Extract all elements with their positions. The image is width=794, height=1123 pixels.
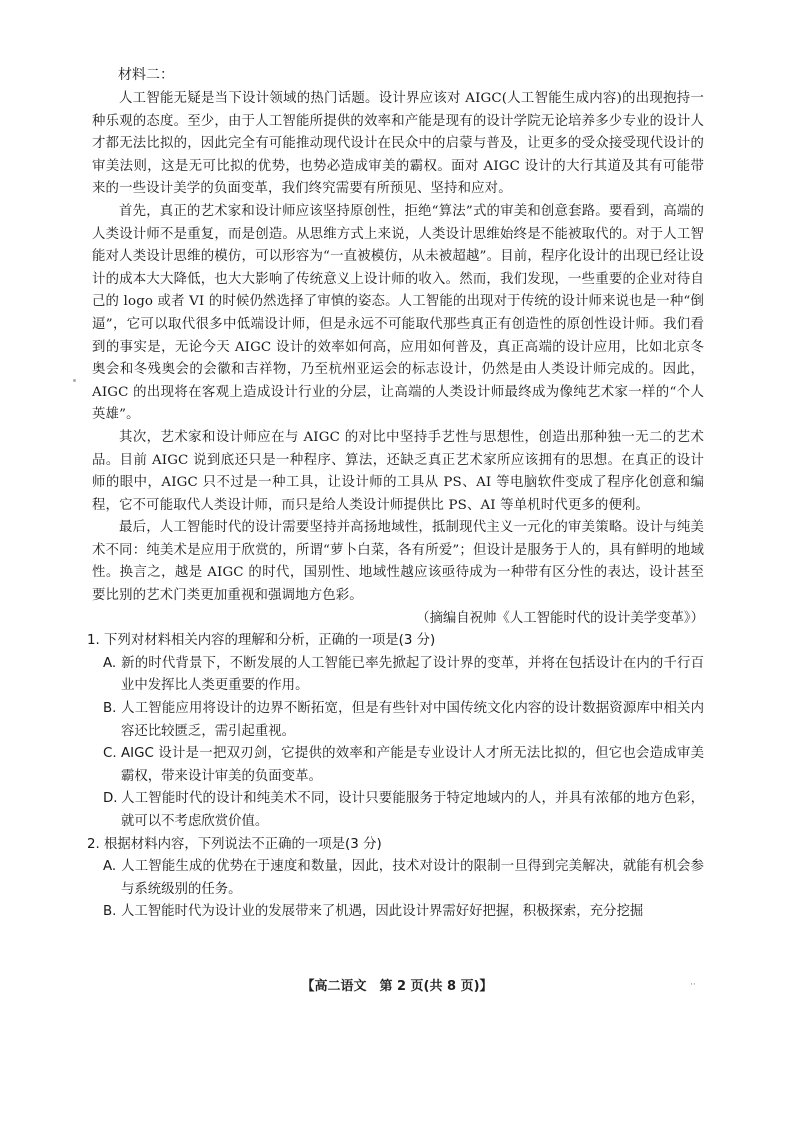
paragraph-4: 最后，人工智能时代的设计需要坚持并高扬地域性，抵制现代主义一元化的审美策略。设计与纯美术不同：纯美术是应用于欣赏的，所谓“萝卜白菜，各有所爱”；但设计是服务于人的，具有鲜明的地域性。换言之，越是 AIGC 的时代，国别性、地域性越应该亟待成为一种带有区分性的表达，设计甚至要比别的艺术门类更加重视和强调地方色彩。 [92,520,704,604]
corner-mark: ·· [690,980,696,990]
option-text: 人工智能时代的设计和纯美术不同，设计只要能服务于特定地域内的人，并具有浓郁的地方色彩，就可以不考虑欣赏价值。 [121,791,704,829]
option-letter: D. [103,791,118,807]
option-letter: A. [103,859,117,875]
question-1 [87,630,704,833]
option-text: 人工智能时代为设计业的发展带来了机遇，因此设计界需好好把握，积极探索，充分挖掘 [121,904,644,920]
option-letter: B. [103,904,117,920]
page-content [87,64,704,924]
option-letter: C. [103,746,117,762]
option-text: AIGC 设计是一把双刃剑，它提供的效率和产能是专业设计人才所无法比拟的，但它也会造成审美霸权，带来设计审美的负面变革。 [121,746,704,784]
option-letter: A. [103,655,117,671]
option-b [92,901,704,924]
question-2 [87,834,704,924]
paragraph-2: 首先，真正的艺术家和设计师应该坚持原创性，拒绝“算法”式的审美和创意套路。要看到，高端的人类设计师不是重复，而是创造。从思维方式上来说，人类设计思维始终是不能被取代的。对于人工智能对人类设计思维的模仿，可以形容为“一直被模仿，从未被超越”。目前，程序化设计的出现已经让设计的成本大大降低，也大大影响了传统意义上设计师的收入。然而，我们发现，一些重要的企业对待自己的 logo 或者 VI 的时候仍然选择了审慎的姿态。人工智能的出现对于传统的设计师来说也是一种“倒逼”，它可以取代很多中低端设计师，但是永远不可能取代那些真正有创造性的原创性设计师。我们看到的事实是，无论今天 AIGC 设计的效率如何高，应用如何普及，真正高端的设计应用，比如北京冬奥会和冬残奥会的会徽和吉祥物，乃至杭州亚运会的标志设计，仍然是由人类设计师完成的。因此，AIGC 的出现将在客观上造成设计行业的分层，让高端的人类设计师最终成为像纯艺术家一样的“个人英雄”。 [92,203,704,423]
option-a [92,856,704,901]
option-b [92,698,704,743]
option-text: 人工智能应用将设计的边界不断拓宽，但是有些针对中国传统文化内容的设计数据资源库中相关内容还比较匮乏，需引起重视。 [121,701,704,739]
page-footer: 【高二语文 第 2 页(共 8 页)】 [301,979,493,994]
option-a [92,653,704,698]
option-letter: B. [103,701,117,717]
margin-mark [73,379,76,382]
option-c [92,743,704,788]
source-citation: （摘编自祝帅《人工智能时代的设计美学变革》） [416,610,704,626]
material-title: 材料二： [118,67,174,83]
paragraph-1: 人工智能无疑是当下设计领域的热门话题。设计界应该对 AIGC(人工智能生成内容)的出现抱持一种乐观的态度。至少，由于人工智能所提供的效率和产能是现有的设计学院无论培养多少专业的设计人才都无法比拟的，因此完全有可能推动现代设计在民众中的启蒙与普及，让更多的受众接受现代设计的审美法则，这是无可比拟的优势，也势必造成审美的霸权。面对 AIGC 设计的大行其道及其有可能带来的一些设计美学的负面变革，我们终究需要有所预见、坚持和应对。 [92,91,704,197]
option-text: 新的时代背景下，不断发展的人工智能已率先掀起了设计界的变革，并将在包括设计在内的千行百业中发挥比人类更重要的作用。 [121,655,704,694]
question-stem: 1. 下列对材料相关内容的理解和分析，正确的一项是(3 分) [87,633,436,649]
option-d [92,788,704,833]
question-stem: 2. 根据材料内容，下列说法不正确的一项是(3 分) [87,836,382,852]
option-text: 人工智能生成的优势在于速度和数量，因此，技术对设计的限制一旦得到完美解决，就能有机会参与系统级别的任务。 [121,859,704,897]
paragraph-3: 其次，艺术家和设计师应在与 AIGC 的对比中坚持手艺性与思想性，创造出那种独一无二的艺术品。目前 AIGC 说到底还只是一种程序、算法，还缺乏真正艺术家所应该拥有的思想。在真正的设计师的眼中，AIGC 只不过是一种工具，让设计师的工具从 PS、AI 等电脑软件变成了程序化创意和编程，它不可能取代人类设计师，而只是给人类设计师提供比 PS、AI 等单机时代更多的便利。 [92,429,704,513]
